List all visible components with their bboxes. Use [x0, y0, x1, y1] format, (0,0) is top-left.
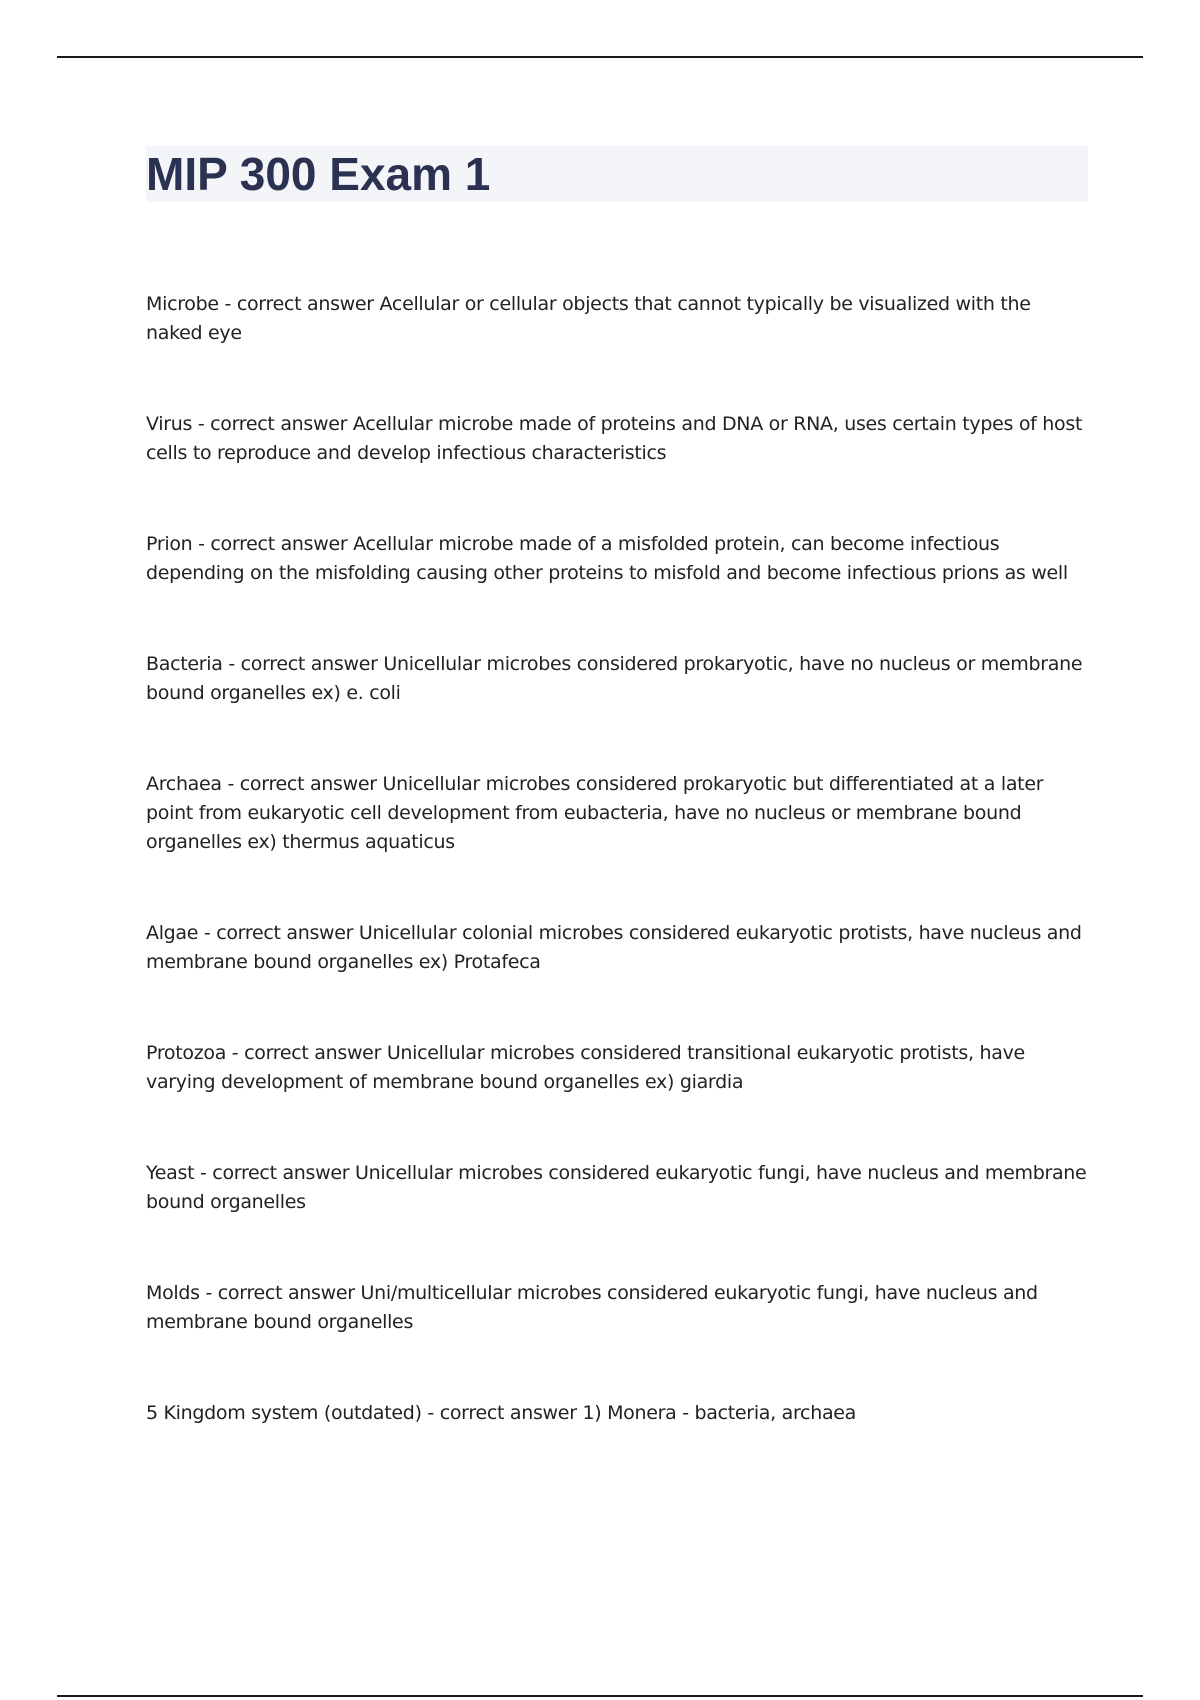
entry-prion: Prion - correct answer Acellular microbe made of a misfolded protein, can become infectious depending on the misfolding causing other proteins to misfold and become infectious prions as well [146, 533, 1068, 584]
entry-yeast: Yeast - correct answer Unicellular microbes considered eukaryotic fungi, have nucleus and membrane bound organelles [146, 1162, 1087, 1213]
top-rule [57, 56, 1143, 58]
entry-molds: Molds - correct answer Uni/multicellular microbes considered eukaryotic fungi, have nucleus and membrane bound organelles [146, 1282, 1038, 1333]
entry-protozoa: Protozoa - correct answer Unicellular microbes considered transitional eukaryotic protists, have varying development of membrane bound organelles ex) giardia [146, 1042, 1025, 1093]
entry-archaea: Archaea - correct answer Unicellular microbes considered prokaryotic but differentiated at a later point from eukaryotic cell development from eubacteria, have no nucleus or membrane bound organelles ex) thermus aquaticus [146, 773, 1044, 853]
bottom-rule [57, 1695, 1143, 1697]
entry-5-kingdom-system: 5 Kingdom system (outdated) - correct answer 1) Monera - bacteria, archaea [146, 1402, 857, 1424]
entry-virus: Virus - correct answer Acellular microbe made of proteins and DNA or RNA, uses certain types of host cells to reproduce and develop infectious characteristics [146, 413, 1083, 464]
entry-algae: Algae - correct answer Unicellular colonial microbes considered eukaryotic protists, have nucleus and membrane bound organelles ex) Protafeca [146, 922, 1082, 973]
page-title: MIP 300 Exam 1 [146, 148, 491, 200]
entry-microbe: Microbe - correct answer Acellular or cellular objects that cannot typically be visualized with the naked eye [146, 293, 1031, 344]
entry-list [146, 290, 1088, 1490]
entry-bacteria: Bacteria - correct answer Unicellular microbes considered prokaryotic, have no nucleus or membrane bound organelles ex) e. coli [146, 653, 1083, 704]
